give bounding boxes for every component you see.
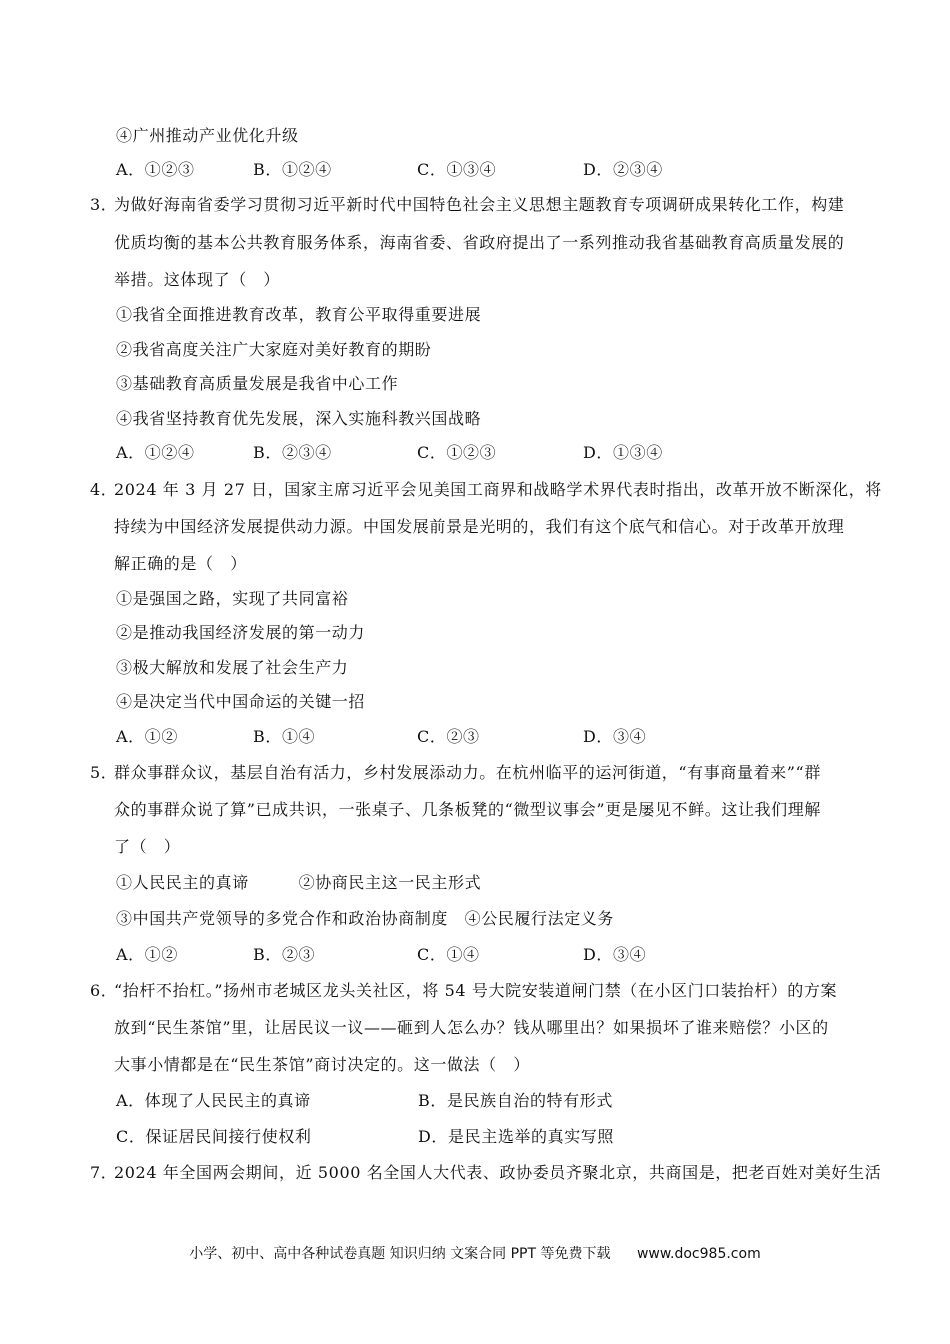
option-a: A．体现了人民民主的真谛: [116, 1091, 311, 1110]
option-a: A．①②③: [116, 160, 195, 179]
option-b: B．②③④: [253, 443, 332, 462]
option-d: D．③④: [583, 727, 647, 746]
option-a: A．①②: [116, 727, 178, 746]
option-c: C．保证居民间接行使权利: [116, 1127, 312, 1146]
option-a: A．①②④: [116, 443, 195, 462]
option-d: D．①③④: [583, 443, 663, 462]
option-d: D．是民主选举的真实写照: [418, 1127, 615, 1146]
option-b: B．①②④: [253, 160, 332, 179]
option-d: D．③④: [583, 945, 647, 964]
option-c: C．②③: [417, 727, 480, 746]
option-b: B．②③: [253, 945, 316, 964]
footer-url-link[interactable]: www.doc985.com: [636, 1246, 761, 1262]
option-c: C．①④: [417, 945, 480, 964]
question-number: 4．: [90, 480, 118, 499]
option-c: C．①③④: [417, 160, 497, 179]
option-d: D．②③④: [583, 160, 663, 179]
option-b: B．是民族自治的特有形式: [418, 1091, 613, 1110]
question-number: 6．: [90, 981, 118, 1000]
question-number: 7．: [90, 1163, 118, 1182]
option-a: A．①②: [116, 945, 178, 964]
option-c: C．①②③: [417, 443, 497, 462]
footer-text: 小学、初中、高中各种试卷真题 知识归纳 文案合同 PPT 等免费下载: [189, 1246, 611, 1262]
question-number: 3．: [90, 195, 118, 214]
question-number: 5．: [90, 763, 118, 782]
page-footer: [0, 1244, 950, 1264]
option-b: B．①④: [253, 727, 316, 746]
